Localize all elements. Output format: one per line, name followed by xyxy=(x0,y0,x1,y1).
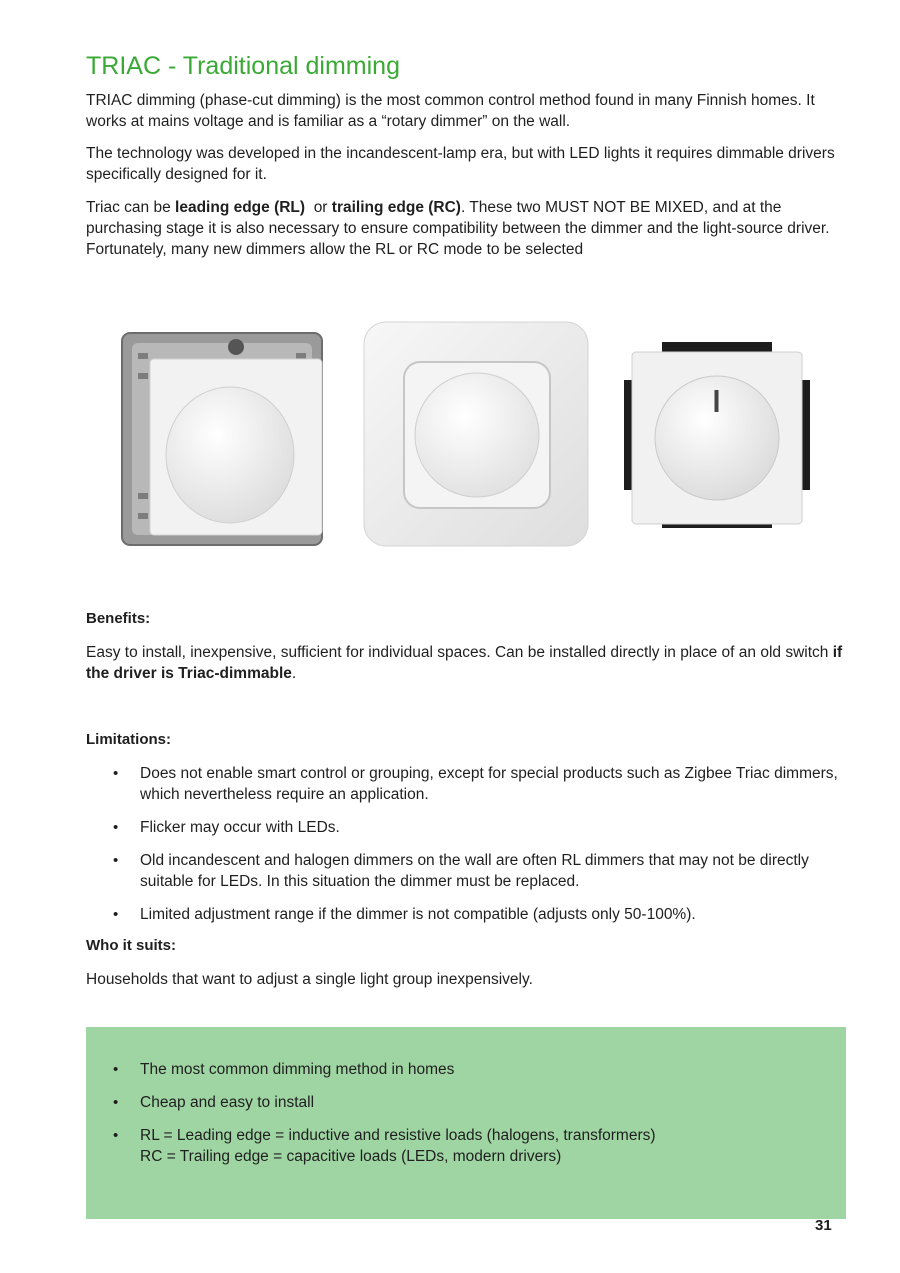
trailing-edge-term: trailing edge (RC) xyxy=(331,199,461,216)
list-item xyxy=(86,1125,846,1167)
dimmer-photo-3 xyxy=(622,340,812,530)
list-item: • Flicker may occur with LEDs. xyxy=(86,817,846,838)
list-item: • The most common dimming method in homes xyxy=(86,1059,846,1080)
intro-paragraph-1: TRIAC dimming (phase-cut dimming) is the most common control method found in many Finnish homes. It works at mains voltage and is familiar as a “rotary dimmer” on the wall. xyxy=(86,92,815,130)
p3-text-a: Triac can be xyxy=(86,199,176,216)
benefits-text-c: . xyxy=(291,665,297,682)
dimmer-photo-2 xyxy=(362,320,592,550)
callout-list xyxy=(86,1059,846,1179)
dimmer-images xyxy=(110,315,830,555)
dimmer-photo-1 xyxy=(118,323,328,553)
leading-edge-term: leading edge (RL) xyxy=(175,199,306,216)
intro-paragraph-2: The technology was developed in the incandescent-lamp era, but with LED lights it requires dimmable drivers specifically designed for it. xyxy=(86,145,835,183)
suits-text: Households that want to adjust a single light group inexpensively. xyxy=(86,971,533,988)
limitations-heading: Limitations: xyxy=(86,731,171,748)
list-item: • Limited adjustment range if the dimmer is not compatible (adjusts only 50-100%). xyxy=(86,904,846,925)
page-title: TRIAC - Traditional dimming xyxy=(86,52,400,80)
suits-heading: Who it suits: xyxy=(86,937,176,954)
benefits-text xyxy=(86,642,846,684)
summary-callout-box xyxy=(86,1027,846,1219)
rl-definition: RL = Leading edge = inductive and resistive loads (halogens, transformers) xyxy=(140,1127,656,1144)
p3-text-e: . These two MUST NOT BE MIXED, and at the purchasing stage it is also necessary to ensure compatibility between the dimmer and the light-source driver. Fortunately, many new dimmers allow the RL or RC mode to be selected xyxy=(86,199,830,258)
benefits-heading: Benefits: xyxy=(86,610,151,627)
page-number: 31 xyxy=(815,1217,832,1234)
benefits-text-a: Easy to install, inexpensive, sufficient for individual spaces. Can be installed directly in place of an old switch xyxy=(86,644,833,661)
rc-definition: RC = Trailing edge = capacitive loads (LEDs, modern drivers) xyxy=(140,1148,562,1165)
p3-text-c: or xyxy=(305,199,332,216)
intro-paragraph-3 xyxy=(86,197,846,260)
limitations-list xyxy=(86,763,846,925)
benefits-emphasis: if the driver is Triac-dimmable xyxy=(86,644,843,682)
list-item: • Cheap and easy to install xyxy=(86,1092,846,1113)
list-item: • Does not enable smart control or grouping, except for special products such as Zigbee Triac dimmers, which nevertheless require an application. xyxy=(86,763,846,805)
list-item: • Old incandescent and halogen dimmers on the wall are often RL dimmers that may not be directly suitable for LEDs. In this situation the dimmer must be replaced. xyxy=(86,850,846,892)
